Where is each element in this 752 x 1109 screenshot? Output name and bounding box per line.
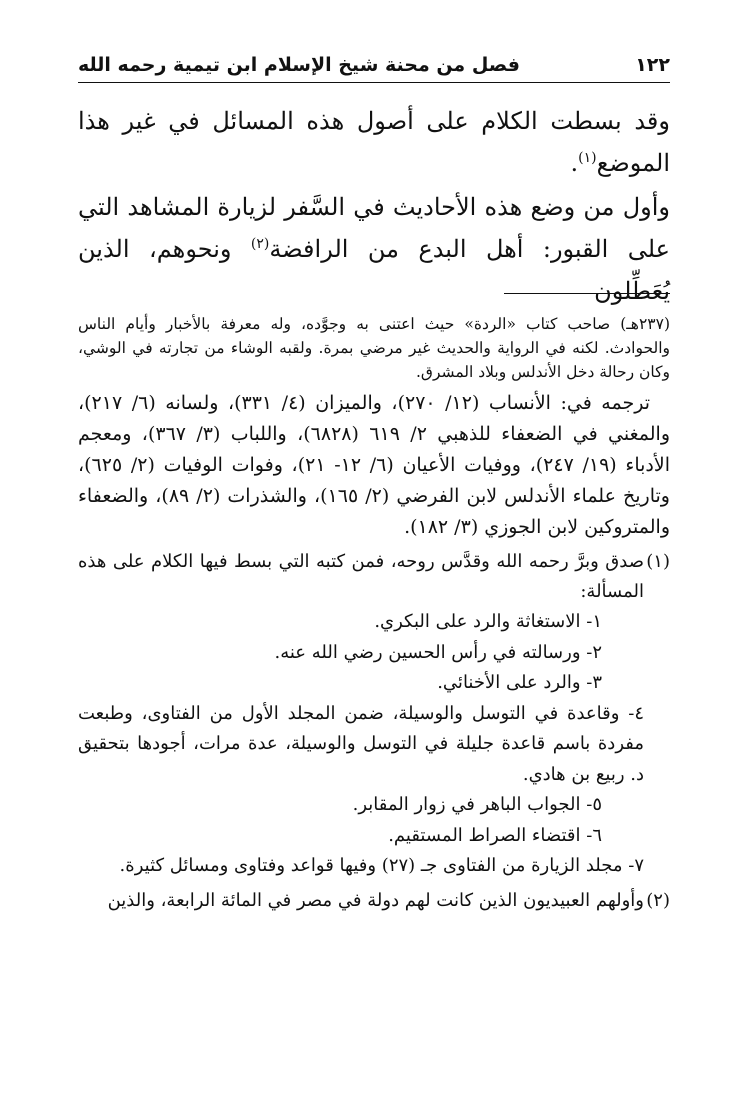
list-item: ٣- والرد على الأخنائي. [437, 672, 602, 693]
list-item: ٥- الجواب الباهر في زوار المقابر. [352, 794, 602, 815]
list-item: ١- الاستغاثة والرد على البكري. [374, 611, 602, 632]
footnote-1-intro: صدق وبرَّ رحمه الله وقدَّس روحه، فمن كتبه التي بسط فيها الكلام على هذه المسألة: [78, 551, 644, 602]
footnote-1-number: (١) [646, 551, 670, 572]
list-item: ٧- مجلد الزيارة من الفتاوى جـ (٢٧) وفيها قواعد وفتاوى ومسائل كثيرة. [119, 855, 644, 876]
footnote-ref-2: (٢) [250, 236, 270, 252]
running-header [78, 44, 670, 76]
list-item: ٦- اقتضاء الصراط المستقيم. [388, 824, 602, 846]
list-item: ٤- وقاعدة في التوسل والوسيلة، ضمن المجلد الأول من الفتاوى، وطبعت مفردة باسم قاعدة جليلة في التوسل والوسيلة، عدة مرات، أجودها بتحقيق د. ربيع بن هادي. [78, 702, 644, 785]
chapter-title: فصل من محنة شيخ الإسلام ابن تيمية رحمه الله [78, 54, 520, 76]
footnote-bio-sources: ترجمه في: الأنساب (١٢/ ٢٧٠)، والميزان (٤/ ٣٣١)، ولسانه (٦/ ٢١٧)، والمغني في الضعفاء للذهبي ٢/ ٦١٩ (٦٨٢٨)، واللباب (٣/ ٣٦٧)، ومعجم الأدباء (١٩/ ٢٤٧)، ووفيات الأعيان (٦/ ١٢- ٢١)، وفوات الوفيات (٢/ ٦٢٥)، وتاريخ علماء الأندلس لابن الفرضي (٢/ ١٦٥)، والشذرات (٢/ ٨٩)، والضعفاء والمتروكين لابن الجوزي (٣/ ١٨٢). [78, 392, 670, 538]
list-item: ٢- ورسالته في رأس الحسين رضي الله عنه. [274, 641, 602, 663]
main-paragraph-2: وأول من وضع هذه الأحاديث في السَّفر لزيارة المشاهد التي على القبور: أهل البدع من الرافضة$^{(٢)}$ ونحوهم، الذين يُعَطِّلون [78, 193, 670, 305]
book-list [78, 607, 644, 882]
page-number: ١٢٢ [635, 54, 670, 76]
footnote-2-number: (٢) [646, 889, 670, 911]
footnote-continuation: (٢٣٧هـ) صاحب كتاب «الردة» حيث اعتنى به وجوَّده، وله معرفة بالأخبار وأيام الناس والحوادث. لكنه في الرواية والحديث غير مرضي بمرة. ولقبه الوشاء من تجارته في الوشي، وكان رحالة دخل الأندلس وبلاد المشرق. [78, 315, 670, 381]
main-text [78, 100, 670, 312]
footnote-separator [504, 293, 670, 294]
footnotes [78, 312, 670, 916]
footnote-ref-1: (١) [578, 150, 597, 166]
main-paragraph-1: وقد بسطت الكلام على أصول هذه المسائل في غير هذا الموضع$^{(١)}$. [78, 107, 670, 177]
footnote-1 [78, 547, 670, 882]
footnote-2-text: وأولهم العبيديون الذين كانت لهم دولة في مصر في المائة الرابعة، والذين [107, 889, 644, 911]
footnote-2 [78, 886, 670, 916]
header-rule [78, 82, 670, 83]
